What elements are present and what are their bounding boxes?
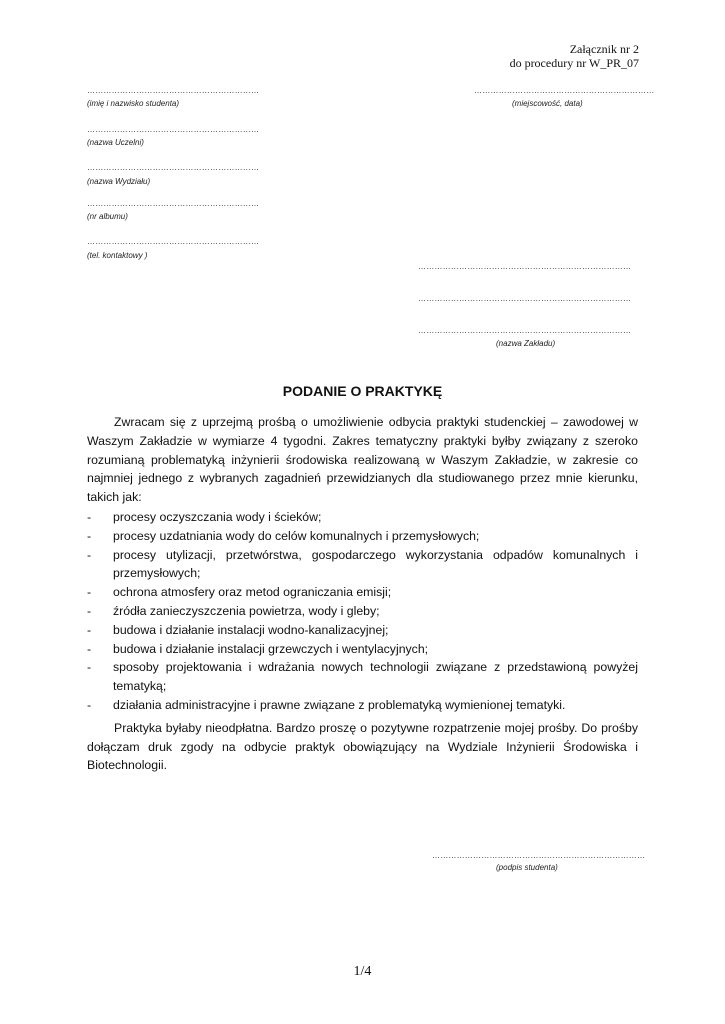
list-item [87,696,638,715]
company-field-line-1[interactable]: …………………………………………………………………… [418,262,632,271]
list-item-text: działania administracyjne i prawne związane z problematyką wymienionej tematyki. [113,697,566,712]
list-item [87,583,638,602]
faculty-field[interactable]: ……………………………………………………… [87,163,260,172]
list-item-text: budowa i działanie instalacji grzewczych i wentylacyjnych; [113,641,429,656]
list-item [87,602,638,621]
signature-field[interactable]: …………………………………………………………………… [432,851,646,860]
list-item-text: sposoby projektowania i wdrażania nowych technologii związane z przedstawioną powyżej tematyką; [113,660,638,694]
bullet-dash: - [87,547,92,562]
list-item [87,546,638,584]
annex-number: Załącznik nr 2 [569,42,639,56]
page-number: 1/4 [353,964,372,979]
signature-caption: (podpis studenta) [496,863,558,872]
list-item-text: procesy uzdatniania wody do celów komunalnych i przemysłowych; [113,528,480,543]
bullet-dash: - [87,641,92,656]
phone-caption: (tel. kontaktowy ) [87,251,148,260]
company-field-line-3[interactable]: …………………………………………………………………… [418,326,632,335]
bullet-dash: - [87,585,92,600]
bullet-dash: - [87,622,92,637]
bullet-dash: - [87,528,92,543]
university-field[interactable]: ……………………………………………………… [87,125,260,134]
list-item-text: ochrona atmosfery oraz metod ograniczania emisji; [113,585,392,600]
place-date-caption: (miejscowość, data) [512,99,583,108]
bullet-dash: - [87,603,92,618]
list-item-text: budowa i działanie instalacji wodno-kanalizacyjnej; [113,622,389,637]
list-item-text: procesy oczyszczania wody i ścieków; [113,509,322,524]
list-item-text: procesy utylizacji, przetwórstwa, gospodarczego wykorzystania odpadów komunalnych i przemysłowych; [113,547,638,581]
bullet-dash: - [87,697,92,712]
list-item-text: źródła zanieczyszczenia powietrza, wody i gleby; [113,603,380,618]
document-title: PODANIE O PRAKTYKĘ [282,383,443,399]
place-date-field[interactable]: ………………………………………………………… [474,86,655,95]
bullet-dash: - [87,509,92,524]
bullet-dash: - [87,660,92,675]
phone-field[interactable]: ……………………………………………………… [87,237,260,246]
list-item [87,621,638,640]
list-item [87,508,638,527]
procedure-reference: do procedury nr W_PR_07 [509,56,639,70]
faculty-caption: (nazwa Wydziału) [87,177,151,186]
list-item [87,658,638,696]
company-caption: (nazwa Zakładu) [496,339,556,348]
company-field-line-2[interactable]: …………………………………………………………………… [418,294,632,303]
closing-paragraph: Praktyka byłaby nieodpłatna. Bardzo proszę o pozytywne rozpatrzenie mojej prośby. Do prośby dołączam druk zgody na odbycie praktyk obowiązujący na Wydziale Inżynierii Środowiska i Biotechnologii. [87,720,638,773]
annex-header [510,42,639,70]
student-name-caption: (imię i nazwisko studenta) [87,99,180,108]
intro-paragraph: Zwracam się z uprzejmą prośbą o umożliwienie odbycia praktyki studenckiej – zawodowej w Waszym Zakładzie w wymiarze 4 tygodni. Zakres tematyczny praktyki byłby związany z szeroko rozumianą problematyką inżynierii środowiska realizowaną w Waszym Zakładzie, w zakresie co najmniej jednego z wybranych zagadnień przewidzianych dla studiowanego przez mnie kierunku, takich jak: [87,415,638,505]
list-item [87,640,638,659]
student-name-field[interactable]: ……………………………………………………… [87,86,260,95]
album-number-caption: (nr albumu) [87,212,128,221]
album-number-field[interactable]: ……………………………………………………… [87,199,260,208]
application-body [87,413,638,775]
topic-list [87,508,638,715]
university-caption: (nazwa Uczelni) [87,138,144,147]
list-item [87,527,638,546]
